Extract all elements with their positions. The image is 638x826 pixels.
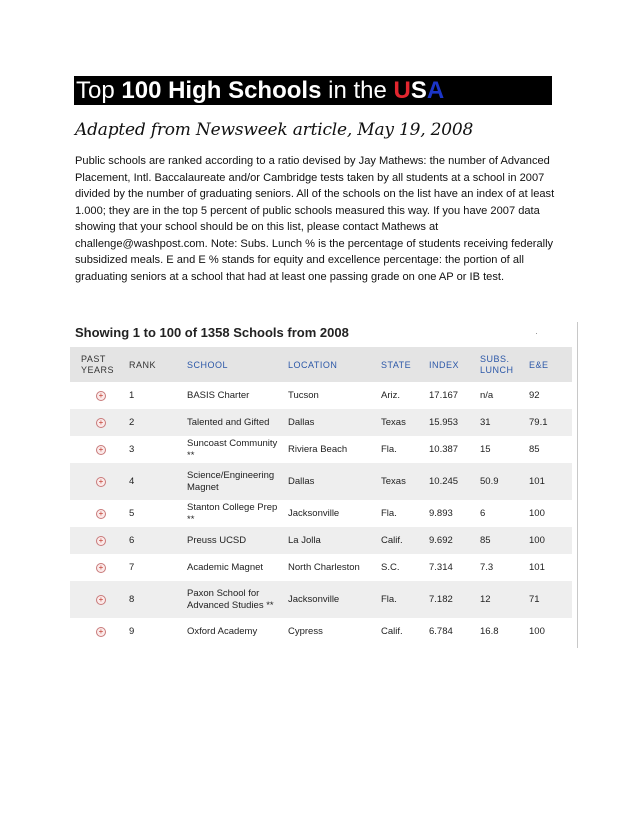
location-cell: Cypress	[288, 625, 323, 637]
ee-cell: 100	[529, 507, 545, 519]
location-cell: Tucson	[288, 389, 319, 401]
past-years-cell	[96, 581, 106, 618]
state-cell: Texas	[381, 416, 406, 428]
state-cell: Ariz.	[381, 389, 400, 401]
past-years-cell	[96, 500, 106, 527]
rank-cell: 9	[129, 625, 135, 637]
results-count-heading: Showing 1 to 100 of 1358 Schools from 2008	[75, 325, 349, 340]
col-header-past-years[interactable]: PAST YEARS	[81, 353, 115, 375]
table-row	[70, 554, 572, 581]
rank-cell: 4	[129, 475, 135, 487]
title-letter-a: A	[426, 77, 445, 104]
ee-cell: 101	[529, 475, 545, 487]
lunch-cell: 6	[480, 507, 486, 519]
table-row	[70, 581, 572, 618]
location-cell: Riviera Beach	[288, 443, 348, 455]
table-row	[70, 436, 572, 463]
col-header-ee[interactable]: E&E	[529, 359, 549, 370]
expand-plus-icon[interactable]: +	[96, 445, 106, 455]
location-cell: Jacksonville	[288, 593, 340, 605]
table-right-border	[577, 322, 578, 648]
rank-cell: 5	[129, 507, 135, 519]
past-years-cell	[96, 463, 106, 500]
col-header-school[interactable]: SCHOOL	[187, 359, 229, 370]
ee-cell: 85	[529, 443, 540, 455]
index-cell: 15.953	[429, 416, 459, 428]
index-cell: 6.784	[429, 625, 453, 637]
col-header-index[interactable]: INDEX	[429, 359, 460, 370]
state-cell: Texas	[381, 475, 406, 487]
rank-cell: 1	[129, 389, 135, 401]
expand-plus-icon[interactable]: +	[96, 536, 106, 546]
expand-plus-icon[interactable]: +	[96, 595, 106, 605]
ee-cell: 71	[529, 593, 540, 605]
table-row	[70, 463, 572, 500]
table-row	[70, 382, 572, 409]
rankings-table	[70, 347, 572, 645]
table-row	[70, 527, 572, 554]
state-cell: Fla.	[381, 593, 397, 605]
rank-cell: 7	[129, 561, 135, 573]
ee-cell: 100	[529, 534, 545, 546]
state-cell: Fla.	[381, 507, 397, 519]
location-cell: La Jolla	[288, 534, 321, 546]
school-cell: Stanton College Prep **	[187, 501, 278, 525]
title-letter-u: U	[393, 77, 411, 104]
location-cell: Dallas	[288, 416, 315, 428]
past-years-cell	[96, 554, 106, 581]
lunch-cell: n/a	[480, 389, 494, 401]
ee-cell: 101	[529, 561, 545, 573]
lunch-cell: 85	[480, 534, 491, 546]
table-body	[70, 382, 572, 645]
ee-cell: 92	[529, 389, 540, 401]
lunch-cell: 12	[480, 593, 491, 605]
state-cell: Fla.	[381, 443, 397, 455]
school-cell: Oxford Academy	[187, 625, 258, 637]
school-cell: Paxon School for Advanced Studies **	[187, 587, 274, 611]
col-header-location[interactable]: LOCATION	[288, 359, 338, 370]
state-cell: S.C.	[381, 561, 400, 573]
index-cell: 10.245	[429, 475, 459, 487]
index-cell: 10.387	[429, 443, 459, 455]
expand-plus-icon[interactable]: +	[96, 563, 106, 573]
index-cell: 7.314	[429, 561, 453, 573]
state-cell: Calif.	[381, 534, 403, 546]
lunch-cell: 50.9	[480, 475, 499, 487]
school-cell: BASIS Charter	[187, 389, 250, 401]
col-header-rank[interactable]: RANK	[129, 359, 157, 370]
expand-plus-icon[interactable]: +	[96, 418, 106, 428]
lunch-cell: 7.3	[480, 561, 494, 573]
expand-plus-icon[interactable]: +	[96, 627, 106, 637]
expand-plus-icon[interactable]: +	[96, 391, 106, 401]
past-years-cell	[96, 618, 106, 645]
rank-cell: 6	[129, 534, 135, 546]
table-row	[70, 409, 572, 436]
title-banner	[74, 76, 552, 105]
rank-cell: 3	[129, 443, 135, 455]
title-part-count: 100 High Schools	[121, 77, 322, 104]
title-part-in-the: in the	[321, 77, 394, 104]
rank-cell: 2	[129, 416, 135, 428]
ee-cell: 79.1	[529, 416, 548, 428]
school-cell: Science/Engineering Magnet	[187, 469, 275, 493]
state-cell: Calif.	[381, 625, 403, 637]
table-row	[70, 618, 572, 645]
school-cell: Preuss UCSD	[187, 534, 247, 546]
col-header-state[interactable]: STATE	[381, 359, 412, 370]
past-years-cell	[96, 436, 106, 463]
index-cell: 9.893	[429, 507, 453, 519]
lunch-cell: 16.8	[480, 625, 499, 637]
lunch-cell: 15	[480, 443, 491, 455]
table-header-row	[70, 347, 572, 382]
location-cell: Jacksonville	[288, 507, 340, 519]
expand-plus-icon[interactable]: +	[96, 509, 106, 519]
subtitle: Adapted from Newsweek article, May 19, 2008	[75, 120, 474, 140]
location-cell: Dallas	[288, 475, 315, 487]
col-header-subs-lunch[interactable]: SUBS. LUNCH	[480, 353, 514, 375]
school-cell: Academic Magnet	[187, 561, 264, 573]
past-years-cell	[96, 527, 106, 554]
title-letter-s: S	[410, 77, 427, 104]
location-cell: North Charleston	[288, 561, 360, 573]
past-years-cell	[96, 382, 106, 409]
decorative-dot	[536, 333, 537, 334]
lunch-cell: 31	[480, 416, 491, 428]
school-cell: Talented and Gifted	[187, 416, 270, 428]
ee-cell: 100	[529, 625, 545, 637]
title-part-top: Top	[76, 77, 122, 104]
table-row	[70, 500, 572, 527]
school-cell: Suncoast Community **	[187, 437, 278, 461]
expand-plus-icon[interactable]: +	[96, 477, 106, 487]
rank-cell: 8	[129, 593, 135, 605]
index-cell: 7.182	[429, 593, 453, 605]
index-cell: 9.692	[429, 534, 453, 546]
page-title	[76, 76, 444, 106]
past-years-cell	[96, 409, 106, 436]
index-cell: 17.167	[429, 389, 459, 401]
intro-paragraph: Public schools are ranked according to a ratio devised by Jay Mathews: the number of Advanced Placement, Intl. Baccalaureate and/or Cambridge tests taken by all students at a school in 2007 divided by the number of graduating seniors. All of the schools on the list have an index of at least 1.000; they are in the top 5 percent of public schools measured this way. If you have 2007 data showing that your school should be on this list, please contact Mathews at challenge@washpost.com. Note: Subs. Lunch % is the percentage of students receiving federally subsidized meals. E and E % stands for equity and excellence percentage: the portion of all graduating seniors at a school that had at least one passing grade on one AP or IB test.	[75, 155, 555, 283]
